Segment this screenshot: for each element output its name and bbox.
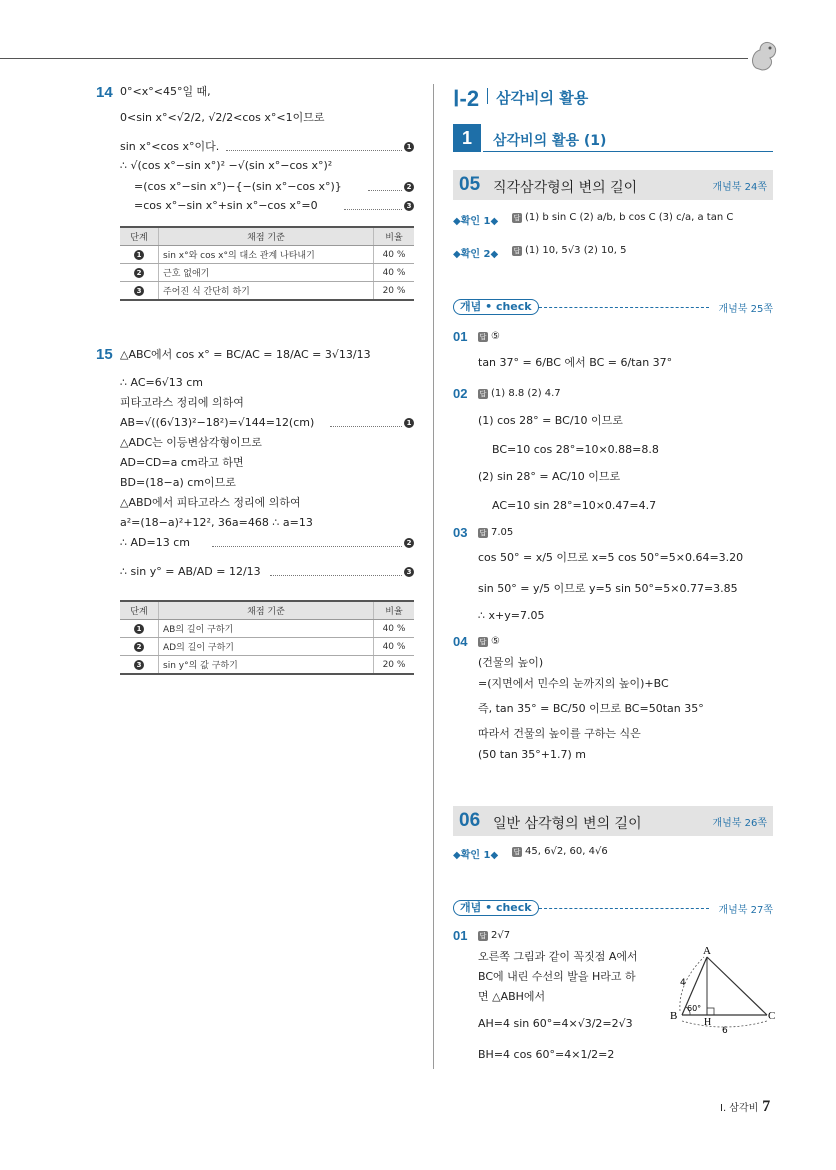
topic-ref: 개념북 24쪽 <box>712 182 767 193</box>
chapter-heading <box>453 124 773 152</box>
criterion-cell: AB의 길이 구하기 <box>159 620 374 638</box>
step-mark: 2 <box>404 538 414 548</box>
step-mark: 1 <box>404 142 414 152</box>
p01b-line: BC에 내린 수선의 발을 H라고 하 <box>478 970 636 983</box>
problem-answer <box>478 526 513 540</box>
top-rule <box>0 58 748 59</box>
topic-number: 06 <box>459 810 481 831</box>
criterion-cell: AD의 길이 구하기 <box>159 638 374 656</box>
p01b-line: BH=4 cos 60°=4×1/2=2 <box>478 1048 615 1061</box>
step-mark: 2 <box>404 182 414 192</box>
chapter-name: 삼각비의 활용 (1) <box>493 133 607 149</box>
vertex-label: B <box>670 1010 678 1022</box>
side-label: 4 <box>680 978 686 988</box>
concept-check-label: 개념 • check <box>453 299 539 315</box>
problem-answer <box>478 635 500 649</box>
q15-line: ∴ AC=6√13 cm <box>120 376 203 389</box>
triangle-figure <box>660 945 780 1035</box>
p02-line: (2) sin 28° = AC/10 이므로 <box>478 470 621 483</box>
ratio-cell: 20 % <box>374 282 415 301</box>
ratio-cell: 40 % <box>374 264 415 282</box>
concept-check-bar <box>453 900 773 916</box>
answer-icon: 답 <box>479 529 487 537</box>
answer-icon: 답 <box>513 214 521 222</box>
q14-line: =(cos x°−sin x°)−{−(sin x°−cos x°)} <box>134 180 342 193</box>
q15-line: △ABC에서 cos x° = BC/AC = 18/AC = 3√13/13 <box>120 348 371 361</box>
q15-line: AD=CD=a cm라고 하면 <box>120 456 244 469</box>
q14-line: 0<sin x°<√2/2, √2/2<cos x°<1이므로 <box>120 111 325 124</box>
criterion-cell: 근호 없애기 <box>159 264 374 282</box>
concept-check-ref: 개념북 27쪽 <box>718 905 773 916</box>
scoring-table <box>120 226 414 301</box>
q14-line: =cos x°−sin x°+sin x°−cos x°=0 <box>134 199 318 212</box>
answer-text: ⑤ <box>491 636 500 647</box>
ratio-cell: 40 % <box>374 246 415 264</box>
problem-number: 01 <box>453 928 468 943</box>
q15-line: △ABD에서 피타고라스 정리에 의하여 <box>120 496 301 509</box>
dot-leader <box>226 150 402 151</box>
dot-leader <box>212 546 402 547</box>
problem-number: 02 <box>453 386 468 401</box>
confirm-label: ◆확인 1◆ <box>453 216 499 227</box>
confirm-answer <box>500 845 608 859</box>
p01-line: tan 37° = 6/BC 에서 BC = 6/tan 37° <box>478 356 673 369</box>
q15-line: ∴ sin y° = AB/AD = 12/13 <box>120 565 261 578</box>
q15-line: △ADC는 이등변삼각형이므로 <box>120 436 262 449</box>
step-mark: 1 <box>134 624 144 634</box>
answer-icon: 답 <box>513 848 521 856</box>
dot-leader <box>330 426 402 427</box>
answer-text: 2√7 <box>491 930 511 941</box>
p01b-line: 오른쪽 그림과 같이 꼭짓점 A에서 <box>478 950 638 963</box>
right-angle-mark <box>707 1008 714 1015</box>
q14-line: 0°<x°<45°일 때, <box>120 85 211 98</box>
section-name: 삼각비의 활용 <box>496 89 589 107</box>
vertex-label: C <box>768 1010 776 1022</box>
p04-line: (50 tan 35°+1.7) m <box>478 748 587 761</box>
question-number: 14 <box>96 84 113 101</box>
table-header: 채점 기준 <box>159 601 374 620</box>
p03-line: sin 50° = y/5 이므로 y=5 sin 50°=5×0.77=3.85 <box>478 582 738 595</box>
criterion-cell: sin y°의 값 구하기 <box>159 656 374 675</box>
answer-text: ⑤ <box>491 331 500 342</box>
scoring-table <box>120 600 414 675</box>
q15-line: ∴ AD=13 cm <box>120 536 190 549</box>
table-header: 비율 <box>374 227 415 246</box>
table-header: 단계 <box>120 601 159 620</box>
dot-leader <box>368 190 402 191</box>
table-row <box>120 246 414 264</box>
p04-line: =(지면에서 민수의 눈까지의 높이)+BC <box>478 677 669 690</box>
table-header: 단계 <box>120 227 159 246</box>
q15-line: 피타고라스 정리에 의하여 <box>120 396 244 409</box>
topic-name: 일반 삼각형의 변의 길이 <box>493 816 642 832</box>
q15-line: BD=(18−a) cm이므로 <box>120 476 236 489</box>
criterion-cell: sin x°와 cos x°의 대소 관계 나타내기 <box>159 246 374 264</box>
answer-text: 7.05 <box>491 527 514 538</box>
confirm-label: ◆확인 1◆ <box>453 850 499 861</box>
step-mark: 1 <box>134 250 144 260</box>
vertex-label: A <box>703 945 711 957</box>
p04-line: 따라서 건물의 높이를 구하는 식은 <box>478 727 641 740</box>
side-ac <box>707 957 767 1015</box>
topic-header <box>453 806 773 836</box>
p01b-line: AH=4 sin 60°=4×√3/2=2√3 <box>478 1017 633 1030</box>
topic-ref: 개념북 26쪽 <box>712 818 767 829</box>
answer-icon: 답 <box>479 932 487 940</box>
topic-name: 직각삼각형의 변의 길이 <box>493 180 638 196</box>
section-code: Ⅰ-2 <box>453 86 480 111</box>
problem-answer <box>478 387 561 401</box>
table-row <box>120 638 414 656</box>
p03-line: ∴ x+y=7.05 <box>478 609 545 622</box>
table-header: 채점 기준 <box>159 227 374 246</box>
q14-line: sin x°<cos x°이다. <box>120 140 220 153</box>
p04-line: 즉, tan 35° = BC/50 이므로 BC=50tan 35° <box>478 702 704 715</box>
step-mark: 3 <box>134 660 144 670</box>
p02-line: BC=10 cos 28°=10×0.88=8.8 <box>492 443 659 456</box>
concept-check-ref: 개념북 25쪽 <box>718 304 773 315</box>
ratio-cell: 20 % <box>374 656 415 675</box>
section-title <box>453 86 588 112</box>
concept-check-label: 개념 • check <box>453 900 539 916</box>
answer-icon: 답 <box>479 638 487 646</box>
table-row <box>120 264 414 282</box>
problem-answer <box>478 330 500 344</box>
table-header: 비율 <box>374 601 415 620</box>
side-label: 6 <box>722 1026 728 1035</box>
problem-number: 04 <box>453 634 468 649</box>
confirm-answer <box>500 211 733 225</box>
topic-header <box>453 170 773 200</box>
ratio-cell: 40 % <box>374 620 415 638</box>
table-row <box>120 282 414 301</box>
footer-chapter: Ⅰ. 삼각비 <box>720 1103 759 1114</box>
step-mark: 2 <box>134 268 144 278</box>
q15-line: a²=(18−a)²+12², 36a=468 ∴ a=13 <box>120 516 313 529</box>
answer-icon: 답 <box>479 333 487 341</box>
chapter-number: 1 <box>453 124 481 152</box>
ratio-cell: 40 % <box>374 638 415 656</box>
table-row <box>120 656 414 675</box>
table-row <box>120 620 414 638</box>
p02-line: AC=10 sin 28°=10×0.47=4.7 <box>492 499 657 512</box>
column-divider <box>433 84 434 1069</box>
criterion-cell: 주어진 식 간단히 하기 <box>159 282 374 301</box>
problem-number: 03 <box>453 525 468 540</box>
answer-icon: 답 <box>513 247 521 255</box>
confirm-text: (1) b sin C (2) a/b, b cos C (3) c/a, a tan C <box>525 212 734 223</box>
q14-line: ∴ √(cos x°−sin x°)² −√(sin x°−cos x°)² <box>120 159 333 172</box>
angle-label: 60° <box>687 1004 702 1013</box>
dot-leader <box>344 209 402 210</box>
p02-line: (1) cos 28° = BC/10 이므로 <box>478 414 623 427</box>
topic-number: 05 <box>459 174 481 195</box>
p01b-line: 면 △ABH에서 <box>478 990 546 1003</box>
confirm-label: ◆확인 2◆ <box>453 249 499 260</box>
p03-line: cos 50° = x/5 이므로 x=5 cos 50°=5×0.64=3.20 <box>478 551 744 564</box>
page-footer <box>720 1098 770 1116</box>
confirm-text: 45, 6√2, 60, 4√6 <box>525 846 608 857</box>
step-mark: 3 <box>134 286 144 296</box>
dot-leader <box>270 575 402 576</box>
answer-text: (1) 8.8 (2) 4.7 <box>491 388 561 399</box>
confirm-text: (1) 10, 5√3 (2) 10, 5 <box>525 245 627 256</box>
vertex-label: H <box>704 1017 712 1028</box>
step-mark: 2 <box>134 642 144 652</box>
step-mark: 3 <box>404 201 414 211</box>
step-mark: 1 <box>404 418 414 428</box>
concept-check-bar <box>453 299 773 315</box>
problem-answer <box>478 929 510 943</box>
page-number: 7 <box>762 1098 771 1115</box>
step-mark: 3 <box>404 567 414 577</box>
q15-line: AB=√((6√13)²−18²)=√144=12(cm) <box>120 416 315 429</box>
p04-line: (건물의 높이) <box>478 656 544 669</box>
answer-icon: 답 <box>479 390 487 398</box>
problem-number: 01 <box>453 329 468 344</box>
confirm-answer <box>500 244 627 258</box>
question-number: 15 <box>96 346 113 363</box>
mascot-icon <box>748 38 780 74</box>
